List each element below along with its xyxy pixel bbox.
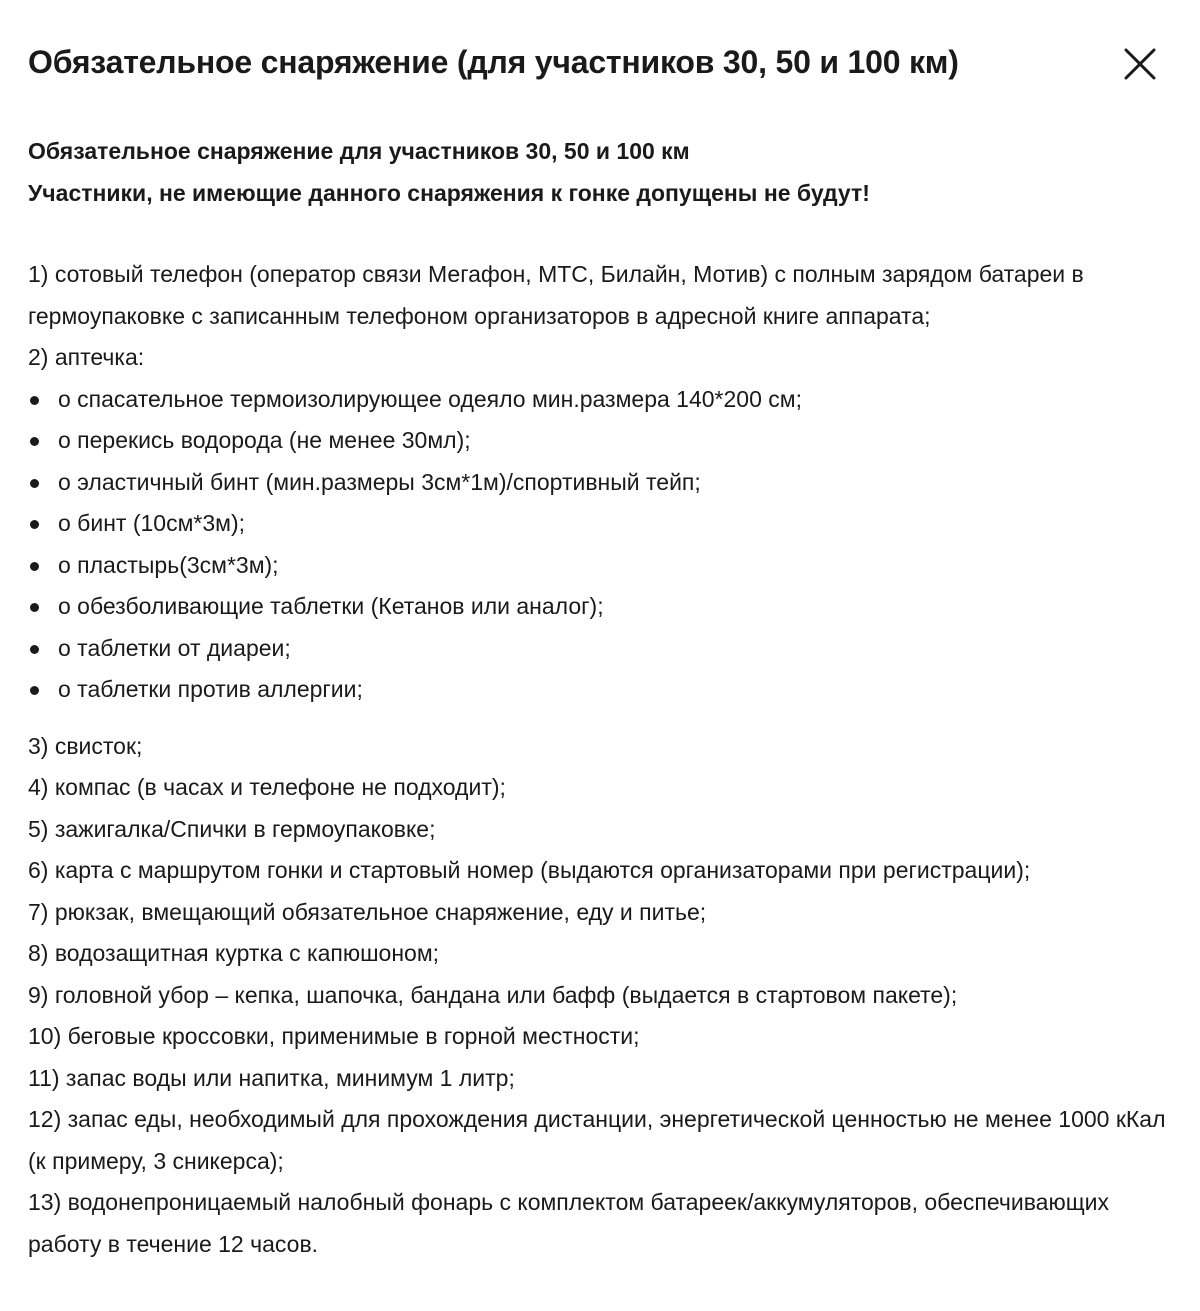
bullet-icon [30, 645, 39, 654]
bullet-icon [30, 437, 39, 446]
first-aid-item [28, 420, 1172, 462]
list-item: 2) аптечка: [28, 344, 145, 370]
intro [28, 130, 1172, 214]
first-aid-item-label: о эластичный бинт (мин.размеры 3см*1м)/спортивный тейп; [58, 468, 701, 495]
intro-warning: Участники, не имеющие данного снаряжения к гонке допущены не будут! [28, 180, 870, 206]
modal-body [28, 130, 1172, 1265]
bullet-icon [30, 396, 39, 405]
list-item: 4) компас (в часах и телефоне не подходит); [28, 774, 506, 800]
list-item: 7) рюкзак, вмещающий обязательное снаряжение, еду и питье; [28, 898, 707, 925]
list-item: 8) водозащитная куртка с капюшоном; [28, 940, 440, 966]
first-aid-item [28, 379, 1172, 421]
first-aid-item [28, 628, 1172, 670]
bullet-icon [30, 479, 39, 488]
list-item: 11) запас воды или напитка, минимум 1 литр; [28, 1064, 515, 1091]
first-aid-list [28, 379, 1172, 711]
first-aid-item-label: о бинт (10см*3м); [58, 510, 245, 536]
list-item: 10) беговые кроссовки, применимые в горной местности; [28, 1023, 640, 1049]
first-aid-item-label: о пластырь(3см*3м); [58, 551, 279, 578]
first-aid-item-label: о спасательное термоизолирующее одеяло мин.размера 140*200 см; [58, 385, 802, 412]
first-aid-item [28, 669, 1172, 711]
list-item: 6) карта с маршрутом гонки и стартовый номер (выдаются организаторами при регистрации); [28, 857, 1031, 883]
intro-heading: Обязательное снаряжение для участников 30, 50 и 100 км [28, 138, 690, 164]
first-aid-item [28, 586, 1172, 628]
first-aid-item-label: о таблетки против аллергии; [58, 676, 363, 702]
first-aid-item-label: о обезболивающие таблетки (Кетанов или аналог); [58, 593, 604, 619]
close-button[interactable] [1120, 44, 1160, 84]
modal-header [28, 0, 1172, 130]
first-aid-item [28, 462, 1172, 504]
first-aid-item [28, 545, 1172, 587]
first-aid-item-label: о перекись водорода (не менее 30мл); [58, 427, 471, 453]
list-item: 5) зажигалка/Спички в гермоупаковке; [28, 815, 436, 842]
list-item: 13) водонепроницаемый налобный фонарь с комплектом батареек/аккумуляторов, обеспечивающих работу в течение 12 часов. [28, 1189, 1109, 1257]
modal-title: Обязательное снаряжение (для участников 30, 50 и 100 км) [28, 44, 959, 80]
bullet-icon [30, 603, 39, 612]
first-aid-item-label: о таблетки от диареи; [58, 634, 291, 661]
items-before-list [28, 254, 1172, 379]
list-item: 3) свисток; [28, 732, 143, 759]
close-icon [1120, 44, 1160, 84]
bullet-icon [30, 520, 39, 529]
first-aid-item [28, 503, 1172, 545]
items-after-list [28, 726, 1172, 1266]
bullet-icon [30, 686, 39, 695]
list-item: 9) головной убор – кепка, шапочка, бандана или бафф (выдается в стартовом пакете); [28, 981, 958, 1008]
list-item: 12) запас еды, необходимый для прохождения дистанции, энергетической ценностью не менее 1000 кКал (к примеру, 3 сникерса); [28, 1106, 1166, 1174]
bullet-icon [30, 562, 39, 571]
list-item: 1) сотовый телефон (оператор связи Мегафон, МТС, Билайн, Мотив) с полным зарядом батареи в гермоупаковке с записанным телефоном организаторов в адресной книге аппарата; [28, 261, 1084, 329]
